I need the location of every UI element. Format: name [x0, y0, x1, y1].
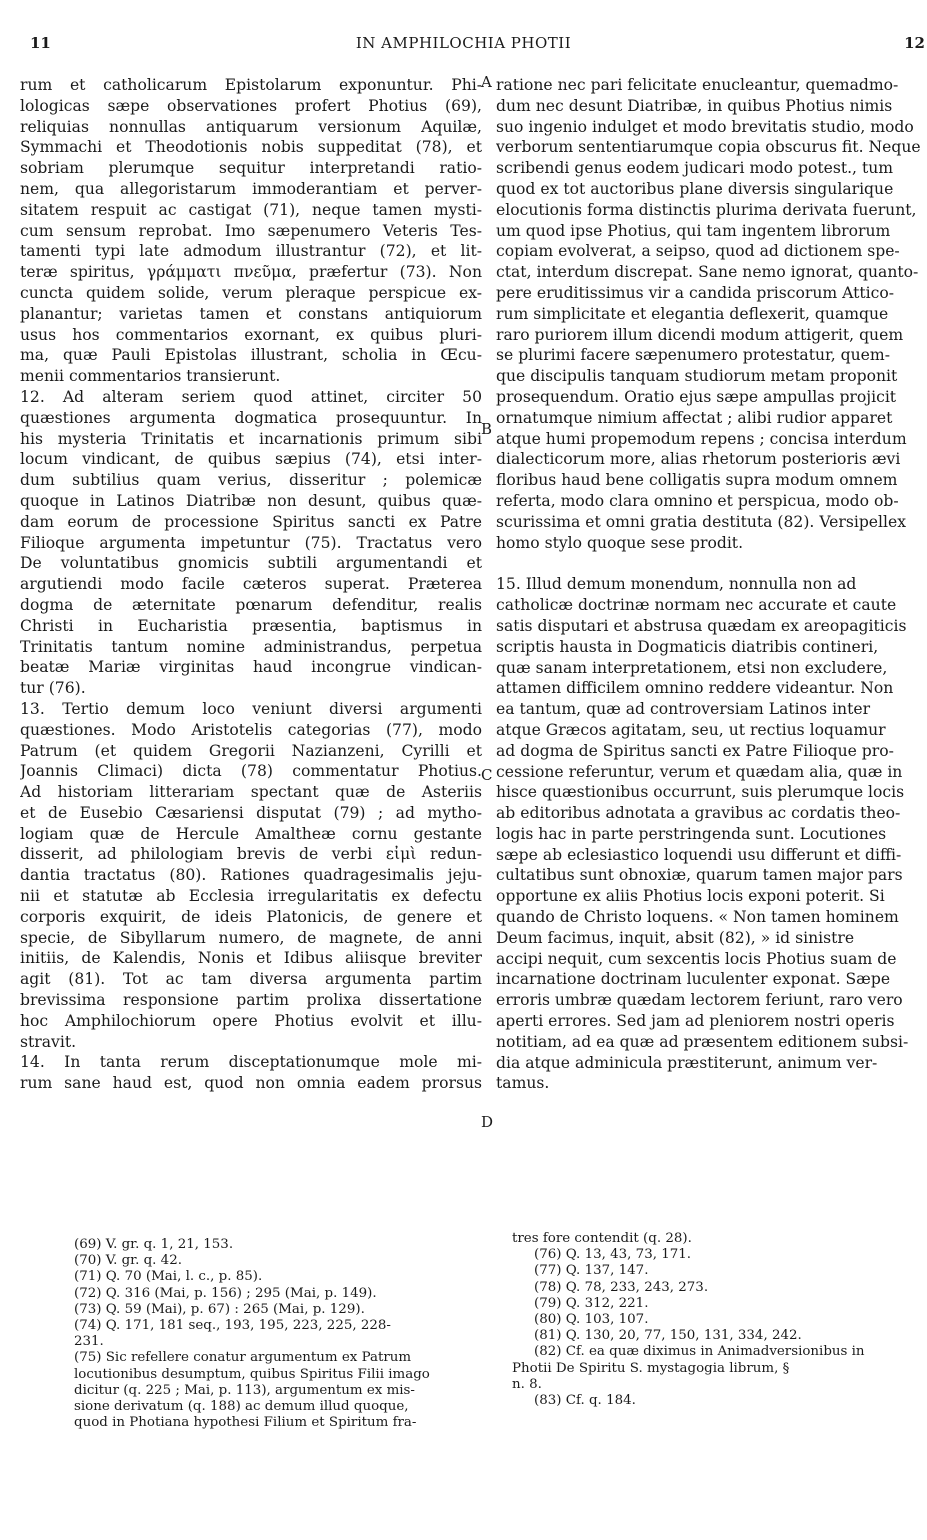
text-line: accipi nequit, cum sexcentis locis Photius suam de [496, 949, 897, 968]
text-line: tamenti typi late admodum illustrantur (72), et lit- [20, 242, 482, 261]
text-line: disserit, ad philologiam brevis de verbi εἰμὶ redun- [20, 845, 482, 864]
text-line: que discipulis tanquam studiorum metam proponit [496, 367, 898, 386]
text-line: ratione nec pari felicitate enucleantur, quemadmo- [496, 76, 899, 94]
text-line: sæpe ab eclesiastico loquendi usu differunt et diffi- [496, 845, 902, 864]
text-line: corporis exquirit, de ideis Platonicis, de genere et [20, 907, 482, 926]
page-number-right: 12 [904, 34, 925, 52]
right-column-paragraph-14-cont [496, 75, 927, 553]
text-line: floribus haud bene colligatis supra modum omnem [496, 471, 898, 490]
text-line: menii commentarios transierunt. [20, 367, 281, 386]
text-line: raro puriorem illum dicendi modum attigerit, quem [496, 325, 904, 344]
text-line: suo ingenio indulget et modo brevitatis studio, modo [496, 117, 914, 136]
footnote-line: (69) V. gr. q. 1, 21, 153. [74, 1237, 234, 1252]
text-line: Joannis Climaci) dicta (78) commentatur Photius. [20, 762, 482, 781]
text-line: aperti errores. Sed jam ad pleniorem nostri operis [496, 1012, 895, 1031]
text-line: cum sensum reprobat. Imo sæpenumero Veteris Tes- [20, 221, 482, 240]
text-line: notitiam, ad ea quæ ad præsentem editionem subsi- [496, 1032, 909, 1051]
text-line: dantia tractatus (80). Rationes quadragesimalis jeju- [20, 866, 482, 885]
text-line: elocutionis forma distinctis plurima derivata fuerunt, [496, 200, 917, 219]
text-line: opportune ex aliis Photius locis exponi poterit. Si [496, 887, 885, 906]
text-line: ctat, interdum discrepat. Sane nemo ignorat, quanto- [496, 263, 919, 282]
text-line: ornatumque nimium affectat ; alibi rudior apparet [496, 408, 893, 427]
text-line: initiis, de Kalendis, Nonis et Idibus aliisque breviter [20, 949, 482, 968]
text-line: scurissima et omni gratia destituta (82). Versipellex [496, 512, 907, 531]
text-line: ad dogma de Spiritus sancti ex Patre Filioque pro- [496, 741, 894, 760]
text-line: De voluntatibus gnomicis subtili argumentandi et [20, 554, 482, 573]
text-line: Deum facimus, inquit, absit (82), » id sinistre [496, 928, 855, 947]
running-header [0, 34, 927, 56]
text-line: locum vindicant, de quibus sæpius (74), etsi inter- [20, 450, 482, 469]
text-line: incarnatione doctrinam luculenter exponat. Sæpe [496, 970, 891, 989]
text-line: agit (81). Tot ac tam diversa argumenta partim [20, 970, 482, 989]
text-line: his mysteria Trinitatis et incarnationis primum sibi [20, 429, 482, 448]
text-line: dialecticorum more, alias rhetorum posterioris ævi [496, 450, 901, 469]
text-line: dogma de æternitate pœnarum defenditur, realis [20, 595, 482, 614]
text-line: quando de Christo loquens. « Non tamen hominem [496, 908, 899, 927]
text-line: verborum sententiarumque copia obscurus fit. Neque [496, 138, 921, 157]
text-line: copiam evolverat, a seipso, quod ad dictionem spe- [496, 242, 900, 261]
text-line: Filioque argumenta impetuntur (75). Tractatus vero [20, 533, 482, 552]
text-line: argutiendi modo facile cæteros superat. Præterea [20, 575, 482, 594]
text-line: quæ sanam interpretationem, etsi non excludere, [496, 658, 888, 677]
footnote-line: (75) Sic refellere conatur argumentum ex Patrum [74, 1350, 412, 1366]
text-line: prosequendum. Oratio ejus sæpe ampullas projicit [496, 387, 897, 406]
footnote-line: 231. [74, 1334, 104, 1350]
text-line: cultatibus sunt obnoxiæ, quarum tamen major pars [496, 866, 903, 885]
text-line: cessione referuntur, verum et quædam alia, quæ in [496, 762, 903, 781]
footnote-line: (77) Q. 137, 147. [534, 1263, 649, 1279]
text-line: 14. In tanta rerum disceptationumque mole mi- [20, 1053, 482, 1072]
footnote-line: (71) Q. 70 (Mai, l. c., p. 85). [74, 1269, 263, 1285]
margin-letter-a: A [481, 73, 492, 91]
left-text-column [20, 75, 482, 1094]
text-line: Trinitatis tantum nomine administrandus, perpetua [20, 637, 482, 656]
text-line: Symmachi et Theodotionis nobis suppeditat (78), et [20, 138, 482, 157]
text-line: tur (76). [20, 679, 86, 698]
paragraph-gap [496, 553, 927, 574]
footnote-line: (76) Q. 13, 43, 73, 171. [534, 1247, 692, 1263]
text-line: scriptis hausta in Dogmaticis diatribis contineri, [496, 637, 879, 656]
text-line: lologicas sæpe observationes profert Photius (69), [20, 96, 482, 115]
text-line: hisce quæstionibus occurrunt, suis plerumque locis [496, 783, 905, 802]
footnote-line: tres fore contendit (q. 28). [512, 1231, 692, 1246]
text-line: rum sane haud est, quod non omnia eadem prorsus [20, 1074, 482, 1093]
text-line: atque humi propemodum repens ; concisa interdum [496, 429, 907, 448]
footnote-line: (70) V. gr. q. 42. [74, 1253, 182, 1269]
footnote-line: (73) Q. 59 (Mai), p. 67) : 265 (Mai, p. 129). [74, 1301, 365, 1317]
right-column-paragraph-15 [496, 574, 927, 1094]
text-line: teræ spiritus, γράμματι πνεῦμα, præfertur (73). Non [20, 263, 482, 282]
text-line: nii et statutæ ab Ecclesia irregularitatis ex defectu [20, 887, 482, 906]
text-line: reliquias nonnullas antiquarum versionum Aquilæ, [20, 117, 482, 136]
footnote-line: Photii De Spiritu S. mystagogia librum, § [512, 1360, 790, 1376]
text-line: ea tantum, quæ ad controversiam Latinos inter [496, 700, 871, 719]
text-line: stravit. [20, 1032, 77, 1051]
text-line: et de Eusebio Cæsariensi disputat (79) ; ad mytho- [20, 803, 482, 822]
text-line: dum nec desunt Diatribæ, in quibus Photius nimis [496, 96, 893, 115]
footnote-line: (82) Cf. ea quæ diximus in Animadversionibus in [534, 1344, 865, 1360]
text-line: ma, quæ Pauli Epistolas illustrant, scholia in Œcu- [20, 346, 482, 365]
text-line: Patrum (et quidem Gregorii Nazianzeni, Cyrilli et [20, 741, 482, 760]
text-line: 12. Ad alteram seriem quod attinet, circiter 50 [20, 387, 482, 406]
footnote-line: (79) Q. 312, 221. [534, 1295, 649, 1311]
text-line: rum et catholicarum Epistolarum exponuntur. Phi- [20, 76, 482, 94]
text-line: se plurimi facere sæpenumero protestatur, quem- [496, 346, 890, 365]
text-line: usus hos commentarios exornant, ex quibus pluri- [20, 325, 482, 344]
footnote-line: locutionibus desumptum, quibus Spiritus Filii imago [74, 1366, 430, 1382]
text-line: specie, de Sibyllarum numero, de magnete, de anni [20, 928, 482, 947]
margin-letter-b: B [481, 420, 493, 438]
text-line: pere eruditissimus vir a candida priscorum Attico- [496, 283, 895, 302]
text-line: um quod ipse Photius, qui tam ingentem librorum [496, 221, 891, 240]
margin-letter-d: D [481, 1113, 494, 1131]
footnote-line: (81) Q. 130, 20, 77, 150, 131, 334, 242. [534, 1328, 802, 1344]
text-line: 13. Tertio demum loco veniunt diversi argumenti [20, 699, 482, 718]
text-line: attamen difficilem omnino reddere videantur. Non [496, 679, 894, 698]
text-line: ab editoribus adnotata a gravibus ac cordatis theo- [496, 804, 901, 823]
text-line: planantur; varietas tamen et constans antiquiorum [20, 304, 482, 323]
text-line: quæstiones. Modo Aristotelis categorias (77), modo [20, 720, 482, 739]
text-line: Christi in Eucharistia præsentia, baptismus in [20, 616, 482, 635]
footnote-line: n. 8. [512, 1376, 542, 1392]
text-line: satis disputari et abstrusa quædam ex areopagiticis [496, 616, 907, 635]
footnote-line: (78) Q. 78, 233, 243, 273. [534, 1279, 709, 1295]
text-line: sitatem respuit ac castigat (71), neque tamen mysti- [20, 200, 482, 219]
text-line: logis hac in parte perstringenda sunt. Locutiones [496, 824, 887, 843]
page-number-left: 11 [30, 34, 51, 52]
footnote-line: sione derivatum (q. 188) ac demum illud quoque, [74, 1399, 409, 1415]
text-line: nem, qua allegoristarum immoderantiam et perver- [20, 179, 482, 198]
text-line: dia atque adminicula præstiterunt, animum ver- [496, 1053, 878, 1072]
footnote-line: (80) Q. 103, 107. [534, 1312, 649, 1328]
text-line: sobriam plerumque sequitur interpretandi ratio- [20, 159, 482, 178]
text-line: quæstiones argumenta dogmatica prosequuntur. In [20, 408, 482, 427]
text-line: dam eorum de processione Spiritus sancti ex Patre [20, 512, 482, 531]
text-line: quod ex tot auctoribus plane diversis singularique [496, 179, 894, 198]
footnote-line: (72) Q. 316 (Mai, p. 156) ; 295 (Mai, p. 149). [74, 1285, 377, 1301]
text-line: hoc Amphilochiorum opere Photius evolvit et illu- [20, 1011, 482, 1030]
text-line: brevissima responsione partim prolixa dissertatione [20, 991, 482, 1010]
running-title: IN AMPHILOCHIA PHOTII [355, 34, 572, 52]
text-line: catholicæ doctrinæ normam nec accurate et caute [496, 596, 897, 615]
text-line: scribendi genus eodem judicari modo potest., tum [496, 159, 894, 178]
text-line: dum subtilius quam verius, disseritur ; polemicæ [20, 471, 482, 490]
footnote-line: (74) Q. 171, 181 seq., 193, 195, 223, 225, 228- [74, 1318, 391, 1334]
footnote-line: dicitur (q. 225 ; Mai, p. 113), argumentum ex mis- [74, 1382, 415, 1398]
text-line: beatæ Mariæ virginitas haud incongrue vindican- [20, 658, 482, 677]
footnotes-right [512, 1231, 927, 1409]
text-line: referta, modo clara omnino et perspicua, modo ob- [496, 491, 899, 510]
text-line: tamus. [496, 1074, 550, 1093]
text-line: erroris umbræ quædam lectorem feriunt, raro vero [496, 991, 903, 1010]
margin-letter-c: C [481, 766, 493, 784]
text-line: rum simplicitate et elegantia deflexerit, quamque [496, 304, 889, 323]
text-line: 15. Illud demum monendum, nonnulla non ad [496, 575, 857, 594]
text-line: logiam quæ de Hercule Amaltheæ cornu gestante [20, 824, 482, 843]
text-line: homo stylo quoque sese prodit. [496, 533, 744, 552]
text-line: quoque in Latinos Diatribæ non desunt, quibus quæ- [20, 491, 482, 510]
text-line: atque Græcos agitatam, seu, ut rectius loquamur [496, 720, 886, 739]
footnote-line: (83) Cf. q. 184. [534, 1393, 636, 1409]
footnotes-left [74, 1237, 486, 1431]
text-line: cuncta quidem solide, verum pleraque perspicue ex- [20, 283, 482, 302]
footnote-line: quod in Photiana hypothesi Filium et Spiritum fra- [74, 1415, 417, 1431]
text-line: Ad historiam litterariam spectant quæ de Asteriis [20, 783, 482, 802]
right-text-column [496, 75, 927, 1094]
